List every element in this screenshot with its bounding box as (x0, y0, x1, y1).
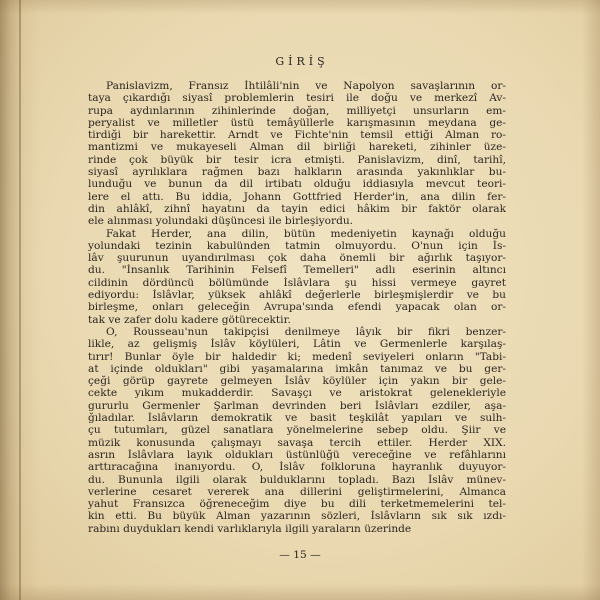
text-line: lere el attı. Bu iddia, Johann Gottfried Herder'in, ana dilin fer- (88, 190, 506, 203)
paragraph (88, 80, 506, 228)
text-line: du. "İnsanlık Tarihinin Felsefî Temelleri" adlı eserinin altıncı (88, 264, 506, 277)
text-line: Panislavizm, Fransız İhtilâli'nin ve Napolyon savaşlarının or- (106, 80, 506, 92)
page-number: — 15 — (279, 549, 321, 561)
text-line: du. Bununla ilgili olarak bulduklarını topladı. Bazı İslâv münev- (88, 473, 506, 486)
text-line: din ahlâkî, zihnî hayatını da tayin edici hâkim bir faktör olarak (88, 202, 506, 215)
text-line: kin etti. Bu büyük Alman yazarının sözleri, İslâvların sık sık ızdı- (88, 510, 506, 523)
text-line: cildinin dördüncü bölümünde İslâvlara şu hissi vermeye gayret (88, 276, 506, 289)
text-line: O, Rousseau'nun takipçisi denilmeye lâyık bir fikri benzer- (106, 325, 506, 338)
text-line: rinde çok büyük bir tesir icra etmişti. Panislavizm, dinî, tarihî, (88, 153, 506, 166)
text-line: taya çıkardığı siyasî problemlerin tesiri ile doğu ve merkezî Av- (88, 92, 506, 105)
text-line: ğıladılar. İslâvların demokratik ve basit teşkilât yapıları ve sulh- (88, 412, 506, 425)
paragraph (88, 326, 506, 535)
text-line: arttıracağına inanıyordu. O, İslâv folkloruna hayranlık duyuyor- (88, 461, 506, 474)
text-line: Fakat Herder, ana dilin, bütün medeniyetin kaynağı olduğu (106, 227, 506, 240)
text-line: yahut Fransızca öğreneceğim diye bu dili terketmemelerini tel- (88, 498, 506, 511)
text-line: müzik konusunda çalışmayı savaşa tercih ettiler. Herder XIX. (88, 436, 506, 449)
text-line: ele alınması yolundaki düşüncesi ile birleşiyordu. (88, 215, 354, 228)
text-line: rabını duydukları kendi varlıklarıyla ilgili yaraların üzerinde (88, 522, 412, 535)
text-line: verlerine cesaret vererek ana dillerini geliştirmelerini, Almanca (88, 485, 506, 498)
text-line: likle, az gelişmiş İslâv köylüleri, Lâtin ve Germenlerle karşılaş- (88, 338, 506, 351)
text-line: rupa aydınlarının zihinlerinde doğan, milliyetçi unsurların em- (88, 104, 506, 117)
text-line: yolundaki tezinin kabulünden tatmin olmuyordu. O'nun için İs- (88, 239, 506, 252)
paragraph (88, 228, 506, 326)
page-fold-shadow (19, 0, 21, 600)
text-line: siyasî ayrılıklara rağmen bazı halkların arasında yakınlıklar bu- (88, 166, 506, 179)
body-text (88, 80, 506, 535)
text-line: asrın İslâvlara layık oldukları üstünlüğü vereceğine ve refâhlarını (88, 448, 506, 461)
text-line: cekte yıkım mukadderdir. Savaşçı ve aristokrat gelenekleriyle (88, 387, 506, 400)
text-line: ediyordu: İslâvlar, yüksek ahlâkî değerlerle birleşmişlerdir ve bu (88, 289, 506, 302)
text-line: lâv şuurunun uyandırılması çok daha önemli bir ağırlık taşıyor- (88, 252, 506, 265)
text-line: peryalist ve milletler üstü temâyüllerle karışmasının meydana ge- (88, 116, 506, 129)
text-line: lunduğu ve bunun da dil irtibatı olduğu iddiasıyla mevcut teori- (88, 178, 506, 191)
text-line: çu tutumları, güzel sanatlara yönelmelerine sebep oldu. Şiir ve (88, 424, 506, 437)
text-line: tırır! Bunlar öyle bir haldedir ki; medenî seviyeleri onların "Tabi- (88, 350, 506, 363)
text-line: gururlu Germenler Şarlman devrinden beri İslâvları ezdiler, aşa- (88, 399, 506, 412)
text-line: birleşme, onları geleceğin Avrupa'sında efendi yapacak olan or- (88, 301, 506, 314)
text-line: tirdiği bir harekettir. Arndt ve Fichte'nin temsil ettiği Alman ro- (88, 129, 506, 142)
chapter-title: GİRİŞ (275, 55, 329, 68)
text-line: çeği görüp gayrete gelmeyen İslâv köylüler için yakın bir gele- (88, 375, 506, 388)
text-line: tak ve zafer dolu kadere götürecektir. (88, 313, 291, 326)
text-line: mantizmi ve mukayeseli Alman dil birliği hareketi, zihinler üze- (88, 141, 506, 154)
text-line: at içinde oldukları" gibi yaşamalarına imkân tanımaz ve bu ger- (88, 362, 506, 375)
